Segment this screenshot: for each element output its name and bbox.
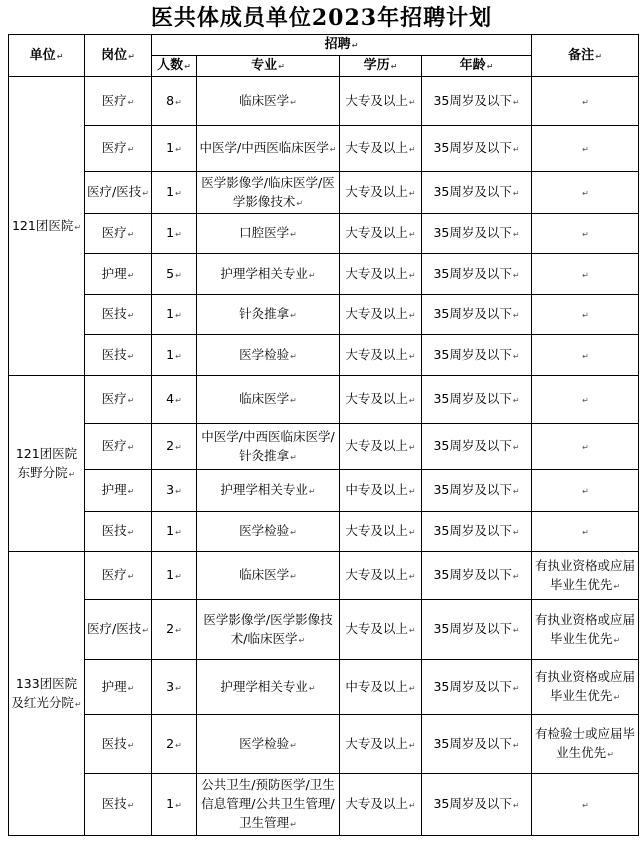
remark-cell <box>532 376 639 424</box>
remark-cell <box>532 424 639 470</box>
count-cell: 3 ↵ <box>152 660 197 715</box>
count-cell: 1 ↵ <box>152 512 197 552</box>
remark-cell <box>532 172 639 214</box>
table-row <box>9 552 639 600</box>
post-cell: 医疗 ↵ <box>85 376 152 424</box>
header-remark: 备注 ↵ <box>532 35 639 77</box>
count-cell: 2 ↵ <box>152 715 197 774</box>
remark-cell: 有执业资格或应届毕业生优先 ↵ <box>532 552 639 600</box>
table-row <box>9 172 639 214</box>
age-cell: 35周岁及以下 ↵ <box>422 126 532 172</box>
education-cell: 大专及以上 ↵ <box>340 77 422 126</box>
major-cell: 医学影像学/临床医学/医学影像技术 ↵ <box>197 172 340 214</box>
education-cell: 中专及以上 ↵ <box>340 470 422 512</box>
major-cell: 护理学相关专业 ↵ <box>197 470 340 512</box>
table-body <box>9 77 639 836</box>
major-cell: 医学检验 ↵ <box>197 512 340 552</box>
header-age: 年龄 ↵ <box>422 56 532 77</box>
header-education: 学历 ↵ <box>340 56 422 77</box>
education-cell: 大专及以上 ↵ <box>340 512 422 552</box>
major-cell: 护理学相关专业 ↵ <box>197 254 340 295</box>
age-cell: 35周岁及以下 ↵ <box>422 470 532 512</box>
major-cell: 临床医学 ↵ <box>197 376 340 424</box>
major-cell: 临床医学 ↵ <box>197 77 340 126</box>
education-cell: 大专及以上 ↵ <box>340 376 422 424</box>
major-cell: 医学检验 ↵ <box>197 335 340 376</box>
major-cell: 临床医学 ↵ <box>197 552 340 600</box>
post-cell: 医技 ↵ <box>85 512 152 552</box>
remark-cell: 有执业资格或应届毕业生优先 ↵ <box>532 600 639 660</box>
post-cell: 医疗 ↵ <box>85 424 152 470</box>
header-recruit: 招聘 ↵ <box>152 35 532 56</box>
age-cell: 35周岁及以下 ↵ <box>422 715 532 774</box>
table-row <box>9 512 639 552</box>
age-cell: 35周岁及以下 ↵ <box>422 335 532 376</box>
post-cell: 医技 ↵ <box>85 715 152 774</box>
major-cell: 口腔医学 ↵ <box>197 214 340 254</box>
remark-cell <box>532 254 639 295</box>
age-cell: 35周岁及以下 ↵ <box>422 512 532 552</box>
education-cell: 大专及以上 ↵ <box>340 335 422 376</box>
age-cell: 35周岁及以下 ↵ <box>422 660 532 715</box>
count-cell: 1 ↵ <box>152 295 197 335</box>
education-cell: 大专及以上 ↵ <box>340 715 422 774</box>
age-cell: 35周岁及以下 ↵ <box>422 774 532 836</box>
major-cell: 针灸推拿 ↵ <box>197 295 340 335</box>
education-cell: 大专及以上 ↵ <box>340 254 422 295</box>
age-cell: 35周岁及以下 ↵ <box>422 424 532 470</box>
post-cell: 医疗 ↵ <box>85 214 152 254</box>
post-cell: 医疗/医技 ↵ <box>85 600 152 660</box>
header-count: 人数 ↵ <box>152 56 197 77</box>
education-cell: 大专及以上 ↵ <box>340 424 422 470</box>
post-cell: 医技 ↵ <box>85 295 152 335</box>
table-row <box>9 600 639 660</box>
count-cell: 2 ↵ <box>152 600 197 660</box>
age-cell: 35周岁及以下 ↵ <box>422 600 532 660</box>
remark-cell: 有检验士或应届毕业生优先 ↵ <box>532 715 639 774</box>
remark-cell <box>532 512 639 552</box>
count-cell: 2 ↵ <box>152 424 197 470</box>
major-cell: 中医学/中西医临床医学 ↵ <box>197 126 340 172</box>
post-cell: 护理 ↵ <box>85 660 152 715</box>
major-cell: 公共卫生/预防医学/卫生信息管理/公共卫生管理/卫生管理 ↵ <box>197 774 340 836</box>
page-title: 医共体成员单位2023年招聘计划 <box>150 5 493 31</box>
education-cell: 中专及以上 ↵ <box>340 660 422 715</box>
post-cell: 医疗 ↵ <box>85 126 152 172</box>
age-cell: 35周岁及以下 ↵ <box>422 254 532 295</box>
post-cell: 护理 ↵ <box>85 470 152 512</box>
major-cell: 医学影像学/医学影像技术/临床医学 ↵ <box>197 600 340 660</box>
age-cell: 35周岁及以下 ↵ <box>422 376 532 424</box>
count-cell: 1 ↵ <box>152 126 197 172</box>
education-cell: 大专及以上 ↵ <box>340 552 422 600</box>
unit-cell: 133团医院及红光分院 ↵ <box>9 552 85 836</box>
count-cell: 5 ↵ <box>152 254 197 295</box>
header-post: 岗位 ↵ <box>85 35 152 77</box>
age-cell: 35周岁及以下 ↵ <box>422 214 532 254</box>
remark-cell <box>532 214 639 254</box>
remark-cell <box>532 77 639 126</box>
table-row <box>9 424 639 470</box>
post-cell: 医疗 ↵ <box>85 77 152 126</box>
count-cell: 3 ↵ <box>152 470 197 512</box>
remark-cell <box>532 126 639 172</box>
table-row <box>9 774 639 836</box>
remark-cell: 有执业资格或应届毕业生优先 ↵ <box>532 660 639 715</box>
table-row <box>9 660 639 715</box>
remark-cell <box>532 295 639 335</box>
count-cell: 4 ↵ <box>152 376 197 424</box>
count-cell: 1 ↵ <box>152 774 197 836</box>
education-cell: 大专及以上 ↵ <box>340 214 422 254</box>
header-unit: 单位 ↵ <box>9 35 85 77</box>
remark-cell <box>532 774 639 836</box>
education-cell: 大专及以上 ↵ <box>340 126 422 172</box>
age-cell: 35周岁及以下 ↵ <box>422 77 532 126</box>
count-cell: 1 ↵ <box>152 172 197 214</box>
post-cell: 医疗 ↵ <box>85 552 152 600</box>
table-row <box>9 126 639 172</box>
age-cell: 35周岁及以下 ↵ <box>422 552 532 600</box>
education-cell: 大专及以上 ↵ <box>340 600 422 660</box>
count-cell: 1 ↵ <box>152 335 197 376</box>
remark-cell <box>532 335 639 376</box>
post-cell: 医技 ↵ <box>85 774 152 836</box>
table-row <box>9 214 639 254</box>
count-cell: 1 ↵ <box>152 552 197 600</box>
count-cell: 1 ↵ <box>152 214 197 254</box>
table-row <box>9 715 639 774</box>
table-row <box>9 376 639 424</box>
major-cell: 中医学/中西医临床医学/针灸推拿 ↵ <box>197 424 340 470</box>
major-cell: 医学检验 ↵ <box>197 715 340 774</box>
education-cell: 大专及以上 ↵ <box>340 295 422 335</box>
education-cell: 大专及以上 ↵ <box>340 172 422 214</box>
table-row <box>9 77 639 126</box>
table-row <box>9 254 639 295</box>
recruitment-table <box>8 34 639 836</box>
age-cell: 35周岁及以下 ↵ <box>422 295 532 335</box>
table-row <box>9 470 639 512</box>
education-cell: 大专及以上 ↵ <box>340 774 422 836</box>
table-row <box>9 335 639 376</box>
remark-cell <box>532 470 639 512</box>
unit-cell: 121团医院东野分院 ↵ <box>9 376 85 552</box>
post-cell: 医技 ↵ <box>85 335 152 376</box>
table-row <box>9 295 639 335</box>
post-cell: 医疗/医技 ↵ <box>85 172 152 214</box>
count-cell: 8 ↵ <box>152 77 197 126</box>
header-major: 专业 ↵ <box>197 56 340 77</box>
unit-cell: 121团医院 ↵ <box>9 77 85 376</box>
age-cell: 35周岁及以下 ↵ <box>422 172 532 214</box>
major-cell: 护理学相关专业 ↵ <box>197 660 340 715</box>
post-cell: 护理 ↵ <box>85 254 152 295</box>
